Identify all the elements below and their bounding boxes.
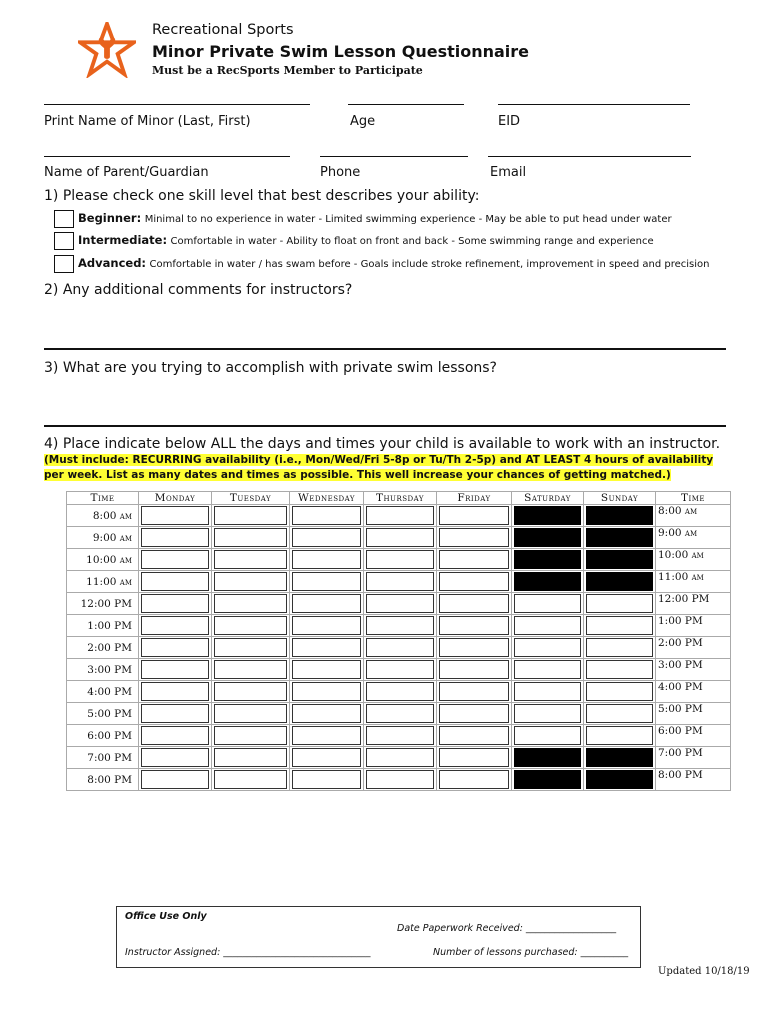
instructor-assigned-field[interactable]: Instructor Assigned: _______________________________ — [125, 947, 371, 958]
slot-cell — [290, 747, 364, 769]
skill-option-advanced — [54, 255, 709, 273]
time-label-right: 9:00 am — [656, 527, 731, 549]
slot-cell — [364, 659, 437, 681]
availability-slot[interactable] — [214, 726, 287, 745]
phone-label: Phone — [320, 165, 361, 180]
advanced-desc: Comfortable in water / has swam before - Goals include stroke refinement, improvement in speed and precision — [149, 259, 710, 270]
slot-cell — [512, 637, 584, 659]
availability-slot[interactable] — [214, 528, 287, 547]
time-label: 4:00 PM — [67, 681, 139, 703]
slot-cell — [584, 593, 656, 615]
slot-cell — [512, 681, 584, 703]
slot-cell — [212, 571, 290, 593]
parent-name-label: Name of Parent/Guardian — [44, 165, 209, 180]
time-label: 9:00 am — [67, 527, 139, 549]
unavailable-slot — [586, 528, 653, 547]
availability-slot[interactable] — [514, 726, 581, 745]
parent-name-field[interactable] — [44, 156, 290, 157]
availability-slot[interactable] — [292, 638, 361, 657]
slot-cell — [437, 769, 512, 791]
membership-note: Must be a RecSports Member to Participate — [152, 64, 423, 77]
slot-cell — [364, 725, 437, 747]
slot-cell — [212, 703, 290, 725]
time-label-right: 11:00 am — [656, 571, 731, 593]
slot-cell — [290, 505, 364, 527]
table-row — [67, 725, 731, 747]
intermediate-label: Intermediate: — [78, 233, 168, 247]
table-row — [67, 615, 731, 637]
slot-cell — [437, 593, 512, 615]
slot-cell — [139, 571, 212, 593]
slot-cell — [437, 747, 512, 769]
slot-cell — [584, 637, 656, 659]
slot-cell — [139, 615, 212, 637]
availability-slot[interactable] — [214, 616, 287, 635]
availability-slot[interactable] — [141, 638, 209, 657]
availability-slot[interactable] — [586, 660, 653, 679]
table-row — [67, 637, 731, 659]
availability-slot[interactable] — [439, 528, 509, 547]
slot-cell — [364, 571, 437, 593]
availability-slot[interactable] — [366, 528, 434, 547]
slot-cell — [512, 549, 584, 571]
availability-slot[interactable] — [214, 704, 287, 723]
slot-cell — [290, 725, 364, 747]
availability-slot[interactable] — [292, 704, 361, 723]
lessons-purchased-field[interactable]: Number of lessons purchased: __________ — [433, 947, 629, 958]
availability-slot[interactable] — [514, 682, 581, 701]
availability-slot[interactable] — [292, 748, 361, 767]
availability-slot[interactable] — [366, 506, 434, 525]
slot-cell — [290, 615, 364, 637]
slot-cell — [437, 505, 512, 527]
unavailable-slot — [586, 572, 653, 591]
slot-cell — [139, 725, 212, 747]
availability-slot[interactable] — [439, 704, 509, 723]
time-label: 8:00 am — [67, 505, 139, 527]
availability-slot[interactable] — [586, 594, 653, 613]
phone-field[interactable] — [320, 156, 468, 157]
table-row — [67, 505, 731, 527]
slot-cell — [139, 527, 212, 549]
slot-cell — [584, 703, 656, 725]
email-label: Email — [490, 165, 527, 180]
time-label: 10:00 am — [67, 549, 139, 571]
table-row — [67, 681, 731, 703]
table-header-row — [67, 492, 731, 505]
slot-cell — [437, 725, 512, 747]
time-label: 2:00 PM — [67, 637, 139, 659]
col-header-wednesday: Wednesday — [290, 492, 364, 505]
slot-cell — [364, 769, 437, 791]
slot-cell — [584, 549, 656, 571]
time-label-right: 3:00 PM — [656, 659, 731, 681]
slot-cell — [512, 725, 584, 747]
time-label-right: 12:00 PM — [656, 593, 731, 615]
time-label: 3:00 PM — [67, 659, 139, 681]
time-label: 12:00 PM — [67, 593, 139, 615]
availability-slot[interactable] — [292, 550, 361, 569]
date-received-field[interactable]: Date Paperwork Received: ___________________ — [397, 923, 617, 934]
time-label: 5:00 PM — [67, 703, 139, 725]
advanced-label: Advanced: — [78, 256, 147, 270]
time-label-right: 7:00 PM — [656, 747, 731, 769]
time-label: 8:00 PM — [67, 769, 139, 791]
slot-cell — [437, 637, 512, 659]
availability-slot[interactable] — [439, 638, 509, 657]
beginner-desc: Minimal to no experience in water - Limited swimming experience - May be able to put head under water — [144, 214, 672, 225]
skill-option-beginner — [54, 210, 672, 228]
availability-slot[interactable] — [214, 748, 287, 767]
time-label-right: 10:00 am — [656, 549, 731, 571]
advanced-checkbox[interactable] — [54, 255, 74, 273]
table-row — [67, 703, 731, 725]
slot-cell — [437, 659, 512, 681]
availability-slot[interactable] — [586, 638, 653, 657]
intermediate-desc: Comfortable in water - Ability to float on front and back - Some swimming range and experience — [170, 236, 654, 247]
availability-slot[interactable] — [366, 682, 434, 701]
availability-slot[interactable] — [514, 616, 581, 635]
slot-cell — [212, 505, 290, 527]
availability-slot[interactable] — [439, 726, 509, 745]
slot-cell — [290, 571, 364, 593]
availability-slot[interactable] — [439, 748, 509, 767]
table-row — [67, 769, 731, 791]
availability-slot[interactable] — [366, 660, 434, 679]
slot-cell — [290, 637, 364, 659]
time-label-right: 8:00 PM — [656, 769, 731, 791]
slot-cell — [584, 571, 656, 593]
time-label: 7:00 PM — [67, 747, 139, 769]
slot-cell — [212, 593, 290, 615]
availability-slot[interactable] — [141, 616, 209, 635]
slot-cell — [139, 703, 212, 725]
slot-cell — [212, 659, 290, 681]
availability-slot[interactable] — [214, 660, 287, 679]
availability-slot[interactable] — [439, 572, 509, 591]
availability-slot[interactable] — [439, 506, 509, 525]
availability-slot[interactable] — [514, 704, 581, 723]
slot-cell — [212, 725, 290, 747]
availability-slot[interactable] — [214, 594, 287, 613]
col-header-time: Time — [67, 492, 139, 505]
unavailable-slot — [514, 572, 581, 591]
availability-slot[interactable] — [586, 682, 653, 701]
availability-slot[interactable] — [439, 616, 509, 635]
slot-cell — [139, 659, 212, 681]
availability-slot[interactable] — [214, 550, 287, 569]
availability-slot[interactable] — [214, 572, 287, 591]
availability-slot[interactable] — [586, 704, 653, 723]
question-3: 3) What are you trying to accomplish with private swim lessons? — [44, 360, 497, 376]
unavailable-slot — [586, 748, 653, 767]
time-label: 6:00 PM — [67, 725, 139, 747]
availability-slot[interactable] — [292, 660, 361, 679]
table-row — [67, 659, 731, 681]
slot-cell — [437, 615, 512, 637]
col-header-tuesday: Tuesday — [212, 492, 290, 505]
beginner-label: Beginner: — [78, 211, 142, 225]
slot-cell — [512, 703, 584, 725]
slot-cell — [290, 659, 364, 681]
slot-cell — [364, 615, 437, 637]
availability-slot[interactable] — [366, 616, 434, 635]
slot-cell — [584, 527, 656, 549]
col-header-monday: Monday — [139, 492, 212, 505]
question-1: 1) Please check one skill level that best describes your ability: — [44, 188, 480, 204]
email-field[interactable] — [488, 156, 691, 157]
availability-slot[interactable] — [292, 616, 361, 635]
time-label-right: 5:00 PM — [656, 703, 731, 725]
star-bull-logo-icon — [78, 22, 136, 78]
availability-slot[interactable] — [514, 660, 581, 679]
availability-slot[interactable] — [439, 594, 509, 613]
slot-cell — [437, 549, 512, 571]
availability-slot[interactable] — [366, 550, 434, 569]
age-field[interactable] — [348, 104, 464, 105]
slot-cell — [584, 769, 656, 791]
availability-slot[interactable] — [292, 682, 361, 701]
availability-slot[interactable] — [214, 638, 287, 657]
time-label: 1:00 PM — [67, 615, 139, 637]
slot-cell — [364, 527, 437, 549]
slot-cell — [584, 505, 656, 527]
availability-slot[interactable] — [439, 660, 509, 679]
availability-slot[interactable] — [586, 616, 653, 635]
unavailable-slot — [586, 506, 653, 525]
slot-cell — [512, 659, 584, 681]
availability-slot[interactable] — [366, 704, 434, 723]
availability-slot[interactable] — [141, 748, 209, 767]
availability-slot[interactable] — [214, 770, 287, 789]
slot-cell — [584, 659, 656, 681]
availability-slot[interactable] — [141, 528, 209, 547]
availability-slot[interactable] — [141, 660, 209, 679]
unavailable-slot — [514, 770, 581, 789]
slot-cell — [437, 703, 512, 725]
availability-slot[interactable] — [141, 594, 209, 613]
page-title: Minor Private Swim Lesson Questionnaire — [152, 42, 530, 61]
availability-slot[interactable] — [141, 704, 209, 723]
skill-option-intermediate — [54, 232, 654, 250]
col-header-time-right: Time — [656, 492, 731, 505]
slot-cell — [139, 747, 212, 769]
availability-slot[interactable] — [292, 506, 361, 525]
availability-slot[interactable] — [292, 572, 361, 591]
slot-cell — [212, 747, 290, 769]
slot-cell — [584, 615, 656, 637]
question-4: 4) Place indicate below ALL the days and times your child is available to work with an instructor. — [44, 436, 721, 452]
slot-cell — [290, 769, 364, 791]
table-row — [67, 747, 731, 769]
slot-cell — [212, 615, 290, 637]
org-name: Recreational Sports — [152, 22, 294, 38]
availability-slot[interactable] — [439, 770, 509, 789]
slot-cell — [139, 769, 212, 791]
slot-cell — [437, 527, 512, 549]
slot-cell — [139, 549, 212, 571]
availability-slot[interactable] — [366, 594, 434, 613]
availability-slot[interactable] — [292, 770, 361, 789]
time-label-right: 2:00 PM — [656, 637, 731, 659]
slot-cell — [290, 703, 364, 725]
availability-slot[interactable] — [439, 682, 509, 701]
slot-cell — [290, 593, 364, 615]
availability-note — [44, 453, 724, 483]
availability-slot[interactable] — [292, 594, 361, 613]
unavailable-slot — [514, 748, 581, 767]
slot-cell — [139, 637, 212, 659]
question-2: 2) Any additional comments for instructors? — [44, 282, 353, 298]
col-header-saturday: Saturday — [512, 492, 584, 505]
unavailable-slot — [586, 770, 653, 789]
time-label-right: 4:00 PM — [656, 681, 731, 703]
slot-cell — [290, 549, 364, 571]
slot-cell — [364, 549, 437, 571]
slot-cell — [139, 681, 212, 703]
table-row — [67, 527, 731, 549]
availability-slot[interactable] — [141, 506, 209, 525]
availability-table — [66, 491, 731, 791]
slot-cell — [512, 769, 584, 791]
minor-name-field[interactable] — [44, 104, 310, 105]
slot-cell — [364, 747, 437, 769]
availability-note-text: (Must include: RECURRING availability (i.e., Mon/Wed/Fri 5-8p or Tu/Th 2-5p) and AT LEAST 4 hours of availability per week. List as many dates and times as possible. This well increase your chances of getting matched.) — [44, 454, 714, 481]
beginner-checkbox[interactable] — [54, 210, 74, 228]
eid-label: EID — [498, 114, 521, 129]
availability-slot[interactable] — [292, 528, 361, 547]
slot-cell — [364, 593, 437, 615]
slot-cell — [364, 681, 437, 703]
office-use-box — [116, 906, 641, 968]
availability-slot[interactable] — [366, 638, 434, 657]
slot-cell — [290, 681, 364, 703]
age-label: Age — [350, 114, 376, 129]
slot-cell — [512, 615, 584, 637]
comments-answer-line[interactable] — [44, 348, 726, 350]
updated-date: Updated 10/18/19 — [658, 966, 750, 977]
minor-name-label: Print Name of Minor (Last, First) — [44, 114, 251, 129]
slot-cell — [512, 505, 584, 527]
availability-slot[interactable] — [366, 726, 434, 745]
slot-cell — [364, 637, 437, 659]
slot-cell — [364, 703, 437, 725]
availability-slot[interactable] — [292, 726, 361, 745]
unavailable-slot — [514, 528, 581, 547]
slot-cell — [584, 681, 656, 703]
slot-cell — [212, 769, 290, 791]
col-header-friday: Friday — [437, 492, 512, 505]
eid-field[interactable] — [498, 104, 690, 105]
slot-cell — [212, 681, 290, 703]
slot-cell — [512, 593, 584, 615]
slot-cell — [512, 527, 584, 549]
time-label-right: 6:00 PM — [656, 725, 731, 747]
time-label-right: 1:00 PM — [656, 615, 731, 637]
slot-cell — [290, 527, 364, 549]
slot-cell — [512, 747, 584, 769]
availability-slot[interactable] — [141, 682, 209, 701]
slot-cell — [139, 505, 212, 527]
availability-slot[interactable] — [514, 638, 581, 657]
availability-slot[interactable] — [214, 682, 287, 701]
intermediate-checkbox[interactable] — [54, 232, 74, 250]
col-header-sunday: Sunday — [584, 492, 656, 505]
availability-slot[interactable] — [514, 594, 581, 613]
time-label: 11:00 am — [67, 571, 139, 593]
slot-cell — [437, 681, 512, 703]
availability-slot[interactable] — [141, 550, 209, 569]
availability-slot[interactable] — [214, 506, 287, 525]
table-row — [67, 571, 731, 593]
slot-cell — [212, 637, 290, 659]
slot-cell — [212, 549, 290, 571]
availability-slot[interactable] — [141, 572, 209, 591]
slot-cell — [437, 571, 512, 593]
slot-cell — [584, 747, 656, 769]
availability-slot[interactable] — [141, 770, 209, 789]
slot-cell — [364, 505, 437, 527]
slot-cell — [512, 571, 584, 593]
unavailable-slot — [586, 550, 653, 569]
slot-cell — [584, 725, 656, 747]
availability-slot[interactable] — [141, 726, 209, 745]
time-label-right: 8:00 am — [656, 505, 731, 527]
availability-slot[interactable] — [366, 572, 434, 591]
availability-slot[interactable] — [366, 748, 434, 767]
slot-cell — [212, 527, 290, 549]
col-header-thursday: Thursday — [364, 492, 437, 505]
table-row — [67, 593, 731, 615]
slot-cell — [139, 593, 212, 615]
availability-slot[interactable] — [366, 770, 434, 789]
availability-slot[interactable] — [586, 726, 653, 745]
office-use-title: Office Use Only — [125, 911, 207, 922]
goals-answer-line[interactable] — [44, 425, 726, 427]
unavailable-slot — [514, 506, 581, 525]
availability-slot[interactable] — [439, 550, 509, 569]
table-row — [67, 549, 731, 571]
unavailable-slot — [514, 550, 581, 569]
